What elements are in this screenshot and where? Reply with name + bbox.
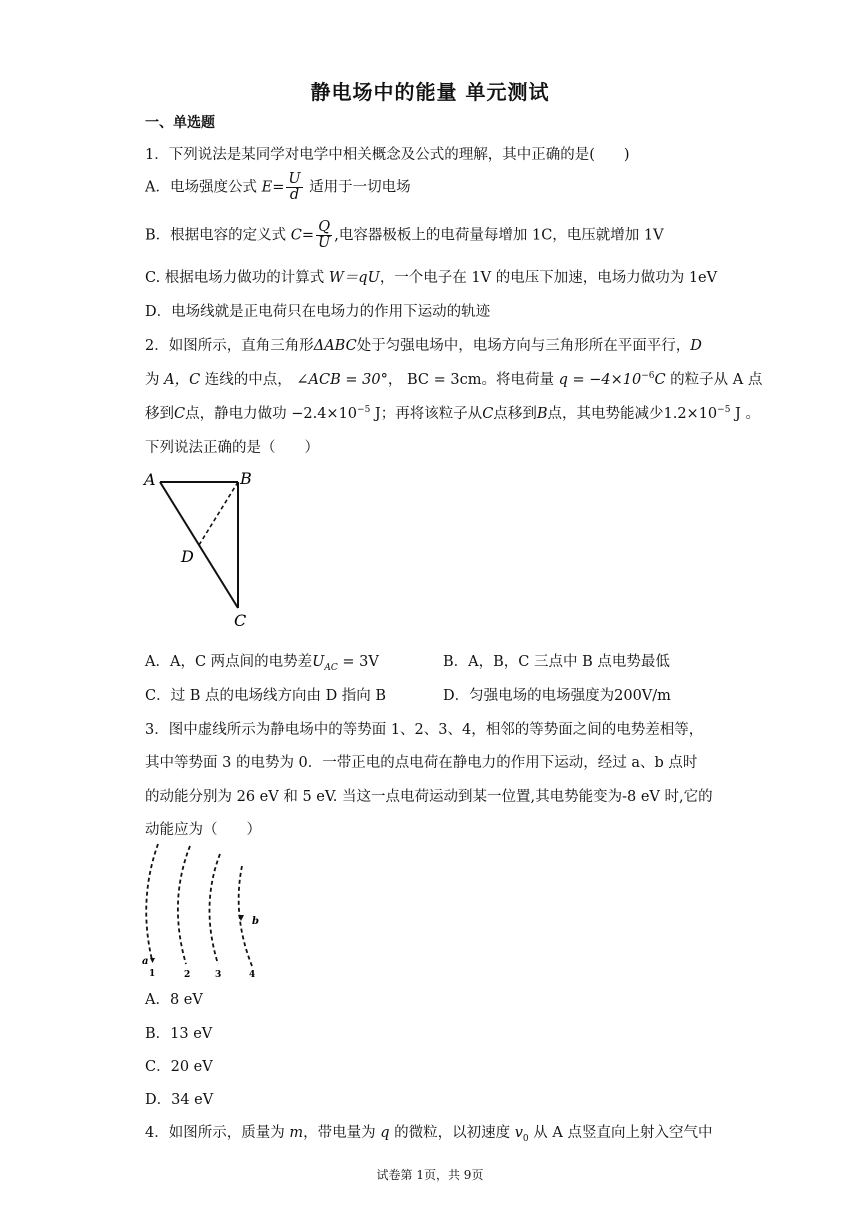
q1-c-prefix: C. 根据电场力做功的计算式: [145, 270, 329, 286]
q2-l3-c: C: [174, 406, 186, 422]
q2-line-4: 下列说法正确的是（ ）: [145, 440, 319, 456]
equipotential-line-2: [178, 846, 190, 964]
q2-l1-suffix: 处于匀强电场中，电场方向与三角形所在平面平行，: [356, 338, 691, 354]
q4-l1-suffix: 从 A 点竖直向上射入空气中: [528, 1125, 713, 1141]
q2-line-1: [145, 334, 702, 355]
q2-a-u-sub: AC: [324, 662, 338, 673]
q2-l1-prefix: 2．如图所示，直角三角形: [145, 338, 314, 354]
q2-l2-mid2: ，: [387, 372, 407, 388]
q2-l2-charge-exp: −6: [641, 371, 655, 382]
q1-b-fraction: [316, 220, 332, 251]
q1-c-formula: W＝qU: [328, 270, 380, 286]
q4-l1-prefix: 4．如图所示，质量为: [145, 1125, 290, 1141]
q1-a-fraction: [286, 172, 302, 203]
q2-l2-bc: BC = 3cm: [406, 372, 482, 388]
q2-l2-prefix: 为: [145, 372, 165, 388]
q3-line-2: 其中等势面 3 的电势为 0．一带正电的点电荷在静电力的作用下运动，经过 a、b 点时: [145, 755, 698, 771]
q2-l3-work: −2.4×10: [291, 406, 358, 422]
q2-l2-mid: 连线的中点，: [200, 372, 297, 388]
q3-option-c: C．20 eV: [145, 1059, 213, 1075]
q1-stem: 1．下列说法是某同学对电学中相关概念及公式的理解，其中正确的是( ): [145, 147, 630, 163]
q2-line-2: [145, 368, 762, 389]
q2-option-d: D．匀强电场的电场强度为200V/m: [443, 688, 671, 704]
q1-a-denominator: d: [289, 187, 300, 204]
q3-option-a: A．8 eV: [145, 992, 203, 1008]
q1-a-prefix: A．电场强度公式: [145, 179, 262, 196]
label-surface-1: 1: [149, 969, 156, 979]
q2-l2-suffix: 的粒子从 A 点: [665, 372, 763, 388]
q1-b-prefix: B．根据电容的定义式: [145, 227, 291, 244]
q1-b-c: C: [290, 227, 302, 244]
label-point-b: b: [252, 916, 259, 927]
q2-l3-c2: C: [482, 406, 494, 422]
q4-line-1: [145, 1121, 712, 1144]
q2-a-u: U: [312, 654, 325, 670]
label-c: C: [234, 611, 247, 630]
q2-option-b: B．A，B，C 三点中 B 点电势最低: [443, 654, 670, 670]
q3-line-1: 3．图中虚线所示为静电场中的等势面 1、2、3、4，相邻的等势面之间的电势差相等，: [145, 722, 704, 738]
q1-a-e: E: [261, 179, 273, 196]
q1-b-numerator: Q: [316, 220, 332, 236]
q2-l3-suffix: J 。: [730, 406, 760, 422]
section-heading: 一、单选题: [145, 115, 215, 131]
label-a: A: [144, 470, 156, 489]
q3-option-b: B．13 eV: [145, 1026, 213, 1042]
page-title: 静电场中的能量 单元测试: [310, 80, 550, 104]
q2-l3-mid: 点，静电力做功: [185, 406, 292, 422]
q2-l2-ac: A，C: [164, 372, 201, 388]
q3-option-d: D．34 eV: [145, 1092, 214, 1108]
q4-l1-v-sub: 0: [522, 1133, 529, 1144]
label-surface-2: 2: [184, 970, 191, 980]
q2-option-a: [145, 650, 379, 673]
q1-option-c: [145, 266, 717, 287]
equipotential-figure: [136, 840, 276, 980]
q1-a-numerator: U: [288, 171, 301, 187]
q2-a-suffix: = 3V: [337, 654, 379, 670]
label-d: D: [181, 547, 194, 566]
q2-l1-d: D: [690, 338, 702, 354]
q2-l3-prefix: 移到: [145, 406, 174, 422]
page-footer: 试卷第 1页，共 9页: [376, 1168, 484, 1182]
q1-b-suffix: ,电容器极板上的电荷量每增加 1C，电压就增加 1V: [334, 227, 664, 244]
q1-b-denominator: U: [318, 235, 331, 252]
q2-l3-work-exp: −5: [357, 405, 371, 416]
label-point-a: a: [142, 956, 149, 967]
q1-c-suffix: ，一个电子在 1V 的电压下加速，电场力做功为 1eV: [379, 270, 718, 286]
label-surface-3: 3: [215, 970, 222, 980]
equipotential-line-1: [146, 844, 158, 960]
segment-bd-dashed: [199, 482, 238, 545]
label-surface-4: 4: [249, 970, 256, 980]
q2-l3-mid4: 点，其电势能减少: [547, 406, 664, 422]
q2-l3-energy: 1.2×10: [663, 406, 718, 422]
q2-l2-angle: ∠ACB = 30°: [296, 372, 388, 388]
label-b: B: [240, 469, 252, 488]
q1-option-b: B．根据电容的定义式 C= $\frac{Q}{U}$ ,电容器极板上的电荷量每增加 1C，电压就增加 1V: [145, 219, 664, 252]
q2-l1-triangle: ΔABC: [313, 338, 357, 354]
q1-option-a: A．电场强度公式 E= $\frac{U}{d}$ 适用于一切电场: [145, 171, 411, 204]
q4-l1-q: q: [380, 1125, 390, 1141]
q2-l2-mid3: 。将电荷量: [481, 372, 559, 388]
q2-l3-mid2: J；再将该粒子从: [370, 406, 483, 422]
q2-a-prefix: A．A，C 两点间的电势差: [145, 654, 313, 670]
q3-line-3: 的动能分别为 26 eV 和 5 eV. 当这一点电荷运动到某一位置,其电势能变为-8 eV 时,它的: [145, 789, 713, 805]
point-a-marker: [150, 958, 155, 963]
q2-l2-charge-unit: C: [654, 372, 666, 388]
q2-l3-mid3: 点移到: [493, 406, 537, 422]
q4-l1-v: v: [514, 1125, 523, 1141]
q2-l2-charge: q = −4×10: [558, 372, 642, 388]
q2-line-3: [145, 402, 760, 423]
q2-option-c: C．过 B 点的电场线方向由 D 指向 B: [145, 688, 387, 704]
equipotential-line-3: [209, 854, 220, 964]
q1-option-d: D．电场线就是正电荷只在电场力的作用下运动的轨迹: [145, 304, 491, 320]
q4-l1-m: m: [289, 1125, 304, 1141]
q3-line-4: 动能应为（ ）: [145, 822, 261, 838]
q2-l3-energy-exp: −5: [717, 405, 731, 416]
q1-a-suffix: 适用于一切电场: [304, 179, 411, 196]
q4-l1-mid2: 的微粒，以初速度: [389, 1125, 515, 1141]
triangle-figure: [140, 466, 270, 632]
q4-l1-mid: ，带电量为: [303, 1125, 381, 1141]
q2-l3-b: B: [536, 406, 548, 422]
